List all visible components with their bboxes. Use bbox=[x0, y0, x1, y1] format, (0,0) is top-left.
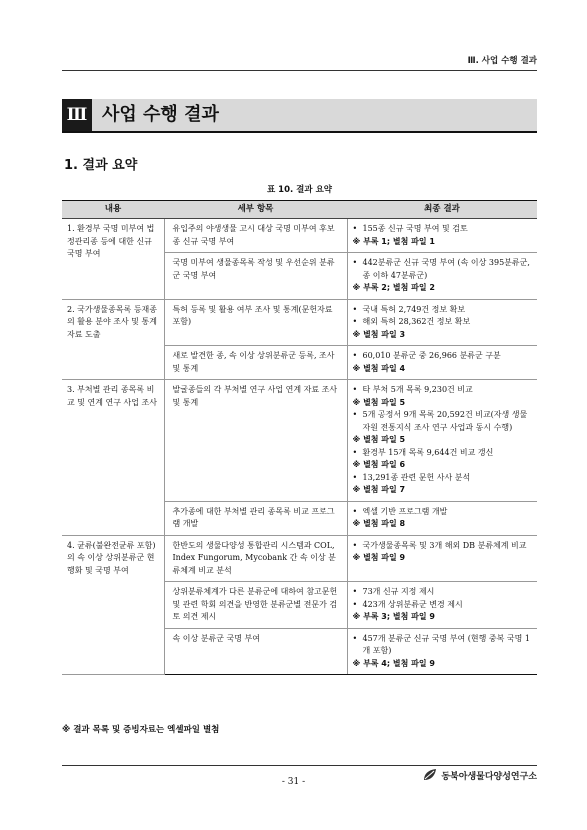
result-reference: ※ 부록 3; 별첨 파일 9 bbox=[352, 612, 435, 621]
header-rule bbox=[62, 70, 537, 71]
result-item: • 5개 공정서 9개 목록 20,592건 비교(자생 생물자원 전통지식 조사 연구 사업과 동시 수행) bbox=[353, 409, 533, 434]
detail-cell: 추가종에 대한 부처별 관리 종목록 비교 프로그램 개발 bbox=[164, 501, 347, 535]
table-caption: 표 10. 결과 요약 bbox=[267, 185, 332, 195]
result-item: • 해외 특허 28,362건 정보 확보 bbox=[353, 316, 533, 329]
leaf-logo-icon bbox=[422, 768, 438, 782]
result-reference: ※ 별첨 파일 8 bbox=[352, 519, 406, 528]
result-cell bbox=[347, 253, 537, 300]
result-item: • 457개 분류군 신규 국명 부여 (현행 중복 국명 1개 포함) bbox=[353, 633, 533, 658]
result-item: • 국내 특허 2,749건 정보 확보 bbox=[353, 304, 533, 317]
column-header-result: 최종 결과 bbox=[347, 201, 537, 219]
result-list bbox=[353, 506, 533, 531]
result-list bbox=[353, 586, 533, 624]
result-cell bbox=[347, 380, 537, 502]
result-cell bbox=[347, 219, 537, 253]
detail-cell: 발굴종들의 각 부처별 연구 사업 연계 자료 조사 및 통계 bbox=[164, 380, 347, 502]
result-item: • 환경부 15개 목록 9,644건 비교 갱신 bbox=[353, 447, 533, 460]
footnote: ※ 결과 목록 및 증빙자료는 엑셀파일 별첨 bbox=[62, 725, 220, 735]
result-item: • 엑셀 기반 프로그램 개발 bbox=[353, 506, 533, 519]
result-list bbox=[353, 223, 533, 248]
chapter-banner bbox=[62, 99, 537, 133]
result-item: • 155종 신규 국명 부여 및 검토 bbox=[353, 223, 533, 236]
detail-cell: 상위분류체계가 다른 분류군에 대하여 참고문헌 및 관련 학회 의견을 반영한 분류군별 전문가 검토 의견 제시 bbox=[164, 582, 347, 629]
detail-cell: 한반도의 생물다양성 통합관리 시스템과 COL, Index Fungorum, Mycobank 간 속 이상 분류체계 비교 분석 bbox=[164, 535, 347, 582]
table-row bbox=[62, 535, 537, 582]
table-body bbox=[62, 219, 537, 675]
detail-cell: 새로 발견한 종, 속 이상 상위분류군 등록, 조사 및 통계 bbox=[164, 346, 347, 380]
table-row bbox=[62, 380, 537, 502]
result-cell bbox=[347, 299, 537, 346]
result-cell bbox=[347, 628, 537, 675]
result-item: • 타 부처 5개 목록 9,230건 비교 bbox=[353, 384, 533, 397]
column-header-detail: 세부 항목 bbox=[164, 201, 347, 219]
result-item: • 13,291종 관련 문헌 사사 분석 bbox=[353, 472, 533, 485]
chapter-number: Ⅲ bbox=[62, 99, 92, 131]
result-list bbox=[353, 633, 533, 671]
footer-rule bbox=[62, 765, 537, 766]
section-title: 1. 결과 요약 bbox=[64, 158, 138, 173]
institution-name: 동북아생물다양성연구소 bbox=[441, 771, 537, 782]
column-header-content: 내용 bbox=[62, 201, 164, 219]
result-reference: ※ 부록 2; 별첨 파일 2 bbox=[352, 283, 435, 292]
result-list bbox=[353, 350, 533, 375]
result-reference: ※ 부록 4; 별첨 파일 9 bbox=[352, 658, 435, 668]
summary-table bbox=[62, 200, 537, 675]
result-list bbox=[353, 540, 533, 565]
result-reference: ※ 부록 1; 별첨 파일 1 bbox=[352, 236, 435, 246]
detail-cell: 속 이상 분류군 국명 부여 bbox=[164, 628, 347, 675]
result-cell bbox=[347, 582, 537, 629]
result-item: • 423개 상위분류군 변경 제시 bbox=[353, 599, 533, 612]
result-cell bbox=[347, 535, 537, 582]
result-cell bbox=[347, 501, 537, 535]
result-list bbox=[353, 384, 533, 497]
detail-cell: 특허 등록 및 활용 여부 조사 및 통계(문헌자료 포함) bbox=[164, 299, 347, 346]
result-item: • 국가생물종목록 및 3개 해외 DB 분류체계 비교 bbox=[353, 540, 533, 553]
result-item: • 73개 신규 지정 제시 bbox=[353, 586, 533, 599]
content-cell: 3. 부처별 관리 종목록 비교 및 연계 연구 사업 조사 bbox=[62, 380, 164, 536]
result-reference: ※ 별첨 파일 5 bbox=[352, 397, 406, 407]
result-list bbox=[353, 304, 533, 342]
content-cell: 4. 균류(불완전균류 포함)의 속 이상 상위분류군 현행화 및 국명 부여 bbox=[62, 535, 164, 675]
institution-logo bbox=[422, 768, 537, 782]
detail-cell: 유입주의 야생생물 고시 대상 국명 미부여 후보종 신규 국명 부여 bbox=[164, 219, 347, 253]
result-reference: ※ 별첨 파일 9 bbox=[352, 553, 406, 562]
result-item: • 442분류군 신규 국명 부여 (속 이상 395분류군, 종 이하 47분류군) bbox=[353, 257, 533, 282]
table-header-row bbox=[62, 201, 537, 219]
result-reference: ※ 별첨 파일 5 bbox=[352, 435, 406, 444]
result-list bbox=[353, 257, 533, 295]
result-item: • 60,010 분류군 중 26,966 분류군 구분 bbox=[353, 350, 533, 363]
detail-cell: 국명 미부여 생물종목록 작성 및 우선순위 분류군 국명 부여 bbox=[164, 253, 347, 300]
table-row bbox=[62, 219, 537, 253]
result-reference: ※ 별첨 파일 4 bbox=[352, 363, 406, 373]
page-number: - 31 - bbox=[281, 777, 306, 787]
content-cell: 2. 국가생물종목록 등재종의 활용 분야 조사 및 통계자료 도출 bbox=[62, 299, 164, 380]
result-reference: ※ 별첨 파일 6 bbox=[352, 460, 406, 469]
content-cell: 1. 환경부 국명 미부여 법정관리종 등에 대한 신규 국명 부여 bbox=[62, 219, 164, 300]
result-cell bbox=[347, 346, 537, 380]
result-reference: ※ 별첨 파일 3 bbox=[352, 329, 406, 339]
table-row bbox=[62, 299, 537, 346]
result-reference: ※ 별첨 파일 7 bbox=[352, 485, 406, 494]
chapter-title: 사업 수행 결과 bbox=[102, 104, 219, 125]
running-header: Ⅲ. 사업 수행 결과 bbox=[467, 56, 537, 66]
